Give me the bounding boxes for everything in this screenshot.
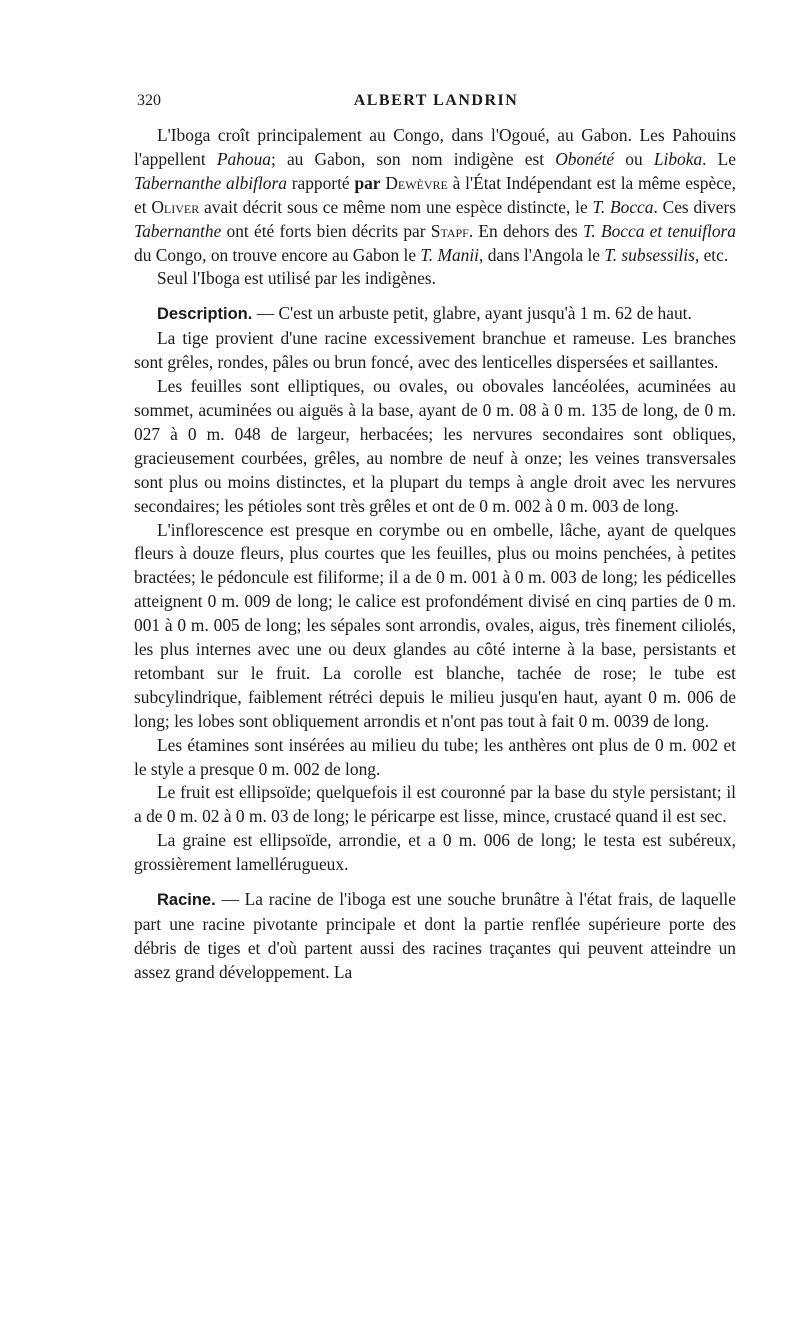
paragraph-description: Description. — C'est un arbuste petit, glabre, ayant jusqu'à 1 m. 62 de haut.	[157, 303, 692, 324]
paragraph-seed: La graine est ellipsoïde, arrondie, et a 0 m. 006 de long; le testa est subéreux, grossièrement lamellérugueux.	[134, 830, 736, 875]
running-title: ALBERT LANDRIN	[353, 92, 519, 109]
species-name: Liboka	[653, 148, 703, 169]
author-name: Dewèvre	[385, 172, 448, 193]
author-name: Oliver	[151, 196, 200, 217]
species-name: Tabernanthe	[134, 220, 222, 241]
paragraph-inflorescence: L'inflorescence est presque en corymbe ou en ombelle, lâche, ayant de quelques fleurs à douze fleurs, plus courtes que les feuilles, plus ou moins penchées, à petites bractées; le pédoncule est filiforme; il a de 0 m. 001 à 0 m. 003 de long; les pédicelles atteignent 0 m. 009 de long; le calice est profondément divisé en cinq parties de 0 m. 001 à 0 m. 005 de long; les sépales sont arrondis, ovales, aigus, très finement ciliolés, les plus internes avec une ou deux glandes au côté interne à la base, persistants et retombant sur le fruit. La corolle est blanche, tachée de rose; le tube est subcylindrique, faiblement rétréci depuis le milieu jusqu'en haut, ayant 0 m. 006 de long; les lobes sont obliquement arrondis et n'ont pas tout à fait 0 m. 0039 de long.	[134, 519, 736, 731]
species-name: Tabernanthe albiflora	[134, 172, 287, 193]
page-number: 320	[137, 92, 161, 109]
author-name: Stapf	[430, 220, 469, 241]
page-body	[134, 124, 736, 985]
species-name: Pahoua	[216, 148, 271, 169]
paragraph-root: Racine. — La racine de l'iboga est une souche brunâtre à l'état frais, de laquelle part une racine pivotante principale et dont la partie renflée supérieure porte des débris de tiges et d'où partent aussi des racines traçantes qui peuvent atteindre un assez grand développement. La	[134, 889, 736, 982]
paragraph-fruit: Le fruit est ellipsoïde; quelquefois il est couronné par la base du style persistant; il a de 0 m. 02 à 0 m. 03 de long; le péricarpe est lisse, mince, crustacé quand il est sec.	[134, 782, 736, 827]
section-heading-root: Racine.	[157, 891, 216, 910]
species-name: Obonété	[555, 148, 615, 169]
paragraph-stamens: Les étamines sont insérées au milieu du tube; les anthères ont plus de 0 m. 002 et le style a presque 0 m. 002 de long.	[134, 734, 736, 779]
species-name: T. Bocca et tenuiflora	[582, 220, 736, 241]
page-header	[137, 92, 735, 116]
species-name: T. subsessilis	[604, 244, 695, 265]
paragraph-leaves: Les feuilles sont elliptiques, ou ovales, ou obovales lancéolées, acuminées au sommet, acuminées ou aiguës à la base, ayant de 0 m. 08 à 0 m. 135 de long, de 0 m. 027 à 0 m. 048 de largeur, herbacées; les nervures secondaires sont obliques, gracieusement courbées, grêles, au nombre de neuf à onze; les veines transversales sont plus ou moins distinctes, et la plupart du temps à angle droit avec les nervures secondaires; les pétioles sont très grêles et ont de 0 m. 002 à 0 m. 003 de long.	[134, 376, 736, 516]
species-name: T. Bocca	[592, 196, 654, 217]
paragraph-iboga-origin: L'Iboga croît principalement au Congo, dans l'Ogoué, au Gabon. Les Pahouins l'appellent Pahoua; au Gabon, son nom indigène est Obonété ou Liboka. Le Tabernanthe albiflora rapporté par Dewèvre à l'État Indépendant est la même espèce, et Oliver avait décrit sous ce même nom une espèce distincte, le T. Bocca. Ces divers Tabernanthe ont été forts bien décrits par Stapf. En dehors des T. Bocca et tenuiflora du Congo, on trouve encore au Gabon le T. Manii, dans l'Angola le T. subsessilis, etc.	[134, 125, 737, 265]
section-heading-description: Description.	[157, 305, 253, 324]
paragraph-stem: La tige provient d'une racine excessivement branchue et rameuse. Les branches sont grêles, rondes, pâles ou brun foncé, avec des lenticelles dispersées et saillantes.	[134, 328, 736, 373]
species-name: T. Manii	[420, 244, 480, 265]
paragraph-usage: Seul l'Iboga est utilisé par les indigènes.	[157, 268, 436, 289]
